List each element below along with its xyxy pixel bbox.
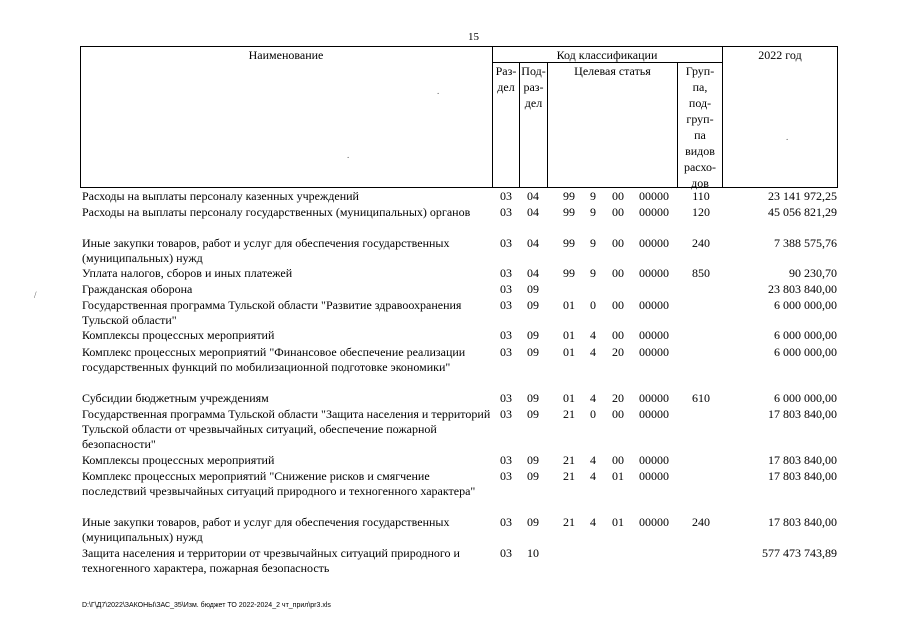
row-target-part: 20 xyxy=(612,391,624,405)
row-target-part: 00000 xyxy=(639,515,669,529)
row-target-part: 21 xyxy=(563,453,575,467)
row-target-part: 4 xyxy=(590,453,596,467)
row-target-part: 00 xyxy=(612,205,624,219)
row-target-part: 0 xyxy=(590,407,596,421)
row-razdel: 03 xyxy=(500,546,512,560)
row-name: Расходы на выплаты персоналу казенных учреждений xyxy=(82,189,359,203)
row-razdel: 03 xyxy=(500,282,512,296)
row-amount: 23 141 972,25 xyxy=(768,189,837,203)
row-target-part: 9 xyxy=(590,236,596,250)
row-target-part: 00000 xyxy=(639,469,669,483)
row-target-part: 01 xyxy=(563,328,575,342)
row-podrazdel: 04 xyxy=(527,189,539,203)
row-target-part: 00000 xyxy=(639,236,669,250)
row-target-part: 00000 xyxy=(639,328,669,342)
row-razdel: 03 xyxy=(500,236,512,250)
row-amount: 6 000 000,00 xyxy=(774,328,837,342)
row-podrazdel: 04 xyxy=(527,205,539,219)
row-name: Гражданская оборона xyxy=(82,282,193,296)
row-name: Иные закупки товаров, работ и услуг для обеспечения государственных (муниципальных) нужд xyxy=(82,236,450,265)
row-amount: 7 388 575,76 xyxy=(774,236,837,250)
row-target-part: 00000 xyxy=(639,189,669,203)
row-target-part: 01 xyxy=(563,391,575,405)
row-target-part: 00000 xyxy=(639,205,669,219)
row-razdel: 03 xyxy=(500,515,512,529)
row-amount: 23 803 840,00 xyxy=(768,282,837,296)
row-razdel: 03 xyxy=(500,298,512,312)
row-target-part: 01 xyxy=(612,469,624,483)
row-podrazdel: 09 xyxy=(527,469,539,483)
row-name: Комплексы процессных мероприятий xyxy=(82,328,275,342)
row-target-part: 01 xyxy=(612,515,624,529)
row-razdel: 03 xyxy=(500,266,512,280)
row-target-part: 4 xyxy=(590,345,596,359)
row-podrazdel: 09 xyxy=(527,298,539,312)
row-target-part: 00 xyxy=(612,407,624,421)
row-amount: 577 473 743,89 xyxy=(762,546,837,560)
row-name: Расходы на выплаты персоналу государственных (муниципальных) органов xyxy=(82,205,471,219)
row-target-part: 01 xyxy=(563,298,575,312)
header-podrazdel: Под- раз- дел xyxy=(521,64,546,110)
row-target-part: 9 xyxy=(590,205,596,219)
row-podrazdel: 09 xyxy=(527,407,539,421)
row-razdel: 03 xyxy=(500,469,512,483)
row-name: Комплекс процессных мероприятий "Финансовое обеспечение реализации государственных функций по мобилизационной подготовке экономики" xyxy=(82,345,466,374)
row-target-part: 00000 xyxy=(639,266,669,280)
row-razdel: 03 xyxy=(500,328,512,342)
row-amount: 6 000 000,00 xyxy=(774,345,837,359)
scan-mark: . xyxy=(347,150,350,160)
row-name: Уплата налогов, сборов и иных платежей xyxy=(82,266,293,280)
row-group: 610 xyxy=(692,391,710,405)
row-target-part: 00000 xyxy=(639,391,669,405)
row-group: 850 xyxy=(692,266,710,280)
row-target-part: 9 xyxy=(590,189,596,203)
row-group: 110 xyxy=(692,189,710,203)
row-podrazdel: 09 xyxy=(527,453,539,467)
row-name: Государственная программа Тульской области "Защита населения и территорий Тульской области от чрезвычайных ситуаций, обеспечение пожарной безопасности" xyxy=(82,407,491,451)
footer-file-path: D:\Г\Д7\2022\ЗАКОНЫ\ЗАС_35\Изм. бюджет ТО 2022-2024_2 чт_прил\pr3.xls xyxy=(82,602,331,609)
row-podrazdel: 09 xyxy=(527,345,539,359)
row-target-part: 99 xyxy=(563,189,575,203)
row-target-part: 00 xyxy=(612,266,624,280)
header-code: Код классификации xyxy=(556,48,658,62)
row-target-part: 99 xyxy=(563,205,575,219)
row-target-part: 00 xyxy=(612,328,624,342)
row-group: 240 xyxy=(692,236,710,250)
header-vline xyxy=(547,62,548,188)
row-podrazdel: 04 xyxy=(527,236,539,250)
scan-mark: . xyxy=(437,86,440,96)
row-razdel: 03 xyxy=(500,345,512,359)
header-frame xyxy=(80,46,838,188)
row-razdel: 03 xyxy=(500,407,512,421)
row-amount: 17 803 840,00 xyxy=(768,515,837,529)
row-target-part: 4 xyxy=(590,328,596,342)
row-target-part: 0 xyxy=(590,298,596,312)
row-target-part: 9 xyxy=(590,266,596,280)
header-year: 2022 год xyxy=(758,48,802,62)
row-name: Защита населения и территории от чрезвычайных ситуаций природного и техногенного характера, пожарная безопасность xyxy=(82,546,460,575)
row-target-part: 00000 xyxy=(639,407,669,421)
row-target-part: 99 xyxy=(563,236,575,250)
row-target-part: 4 xyxy=(590,391,596,405)
row-name: Государственная программа Тульской области "Развитие здравоохранения Тульской области" xyxy=(82,298,462,327)
row-podrazdel: 04 xyxy=(527,266,539,280)
row-podrazdel: 09 xyxy=(527,328,539,342)
row-podrazdel: 10 xyxy=(527,546,539,560)
row-amount: 6 000 000,00 xyxy=(774,391,837,405)
row-target-part: 4 xyxy=(590,515,596,529)
row-name: Субсидии бюджетным учреждениям xyxy=(82,391,269,405)
row-name: Комплекс процессных мероприятий "Снижение рисков и смягчение последствий чрезвычайных ситуаций природного и техногенного характера" xyxy=(82,469,476,498)
row-target-part: 21 xyxy=(563,515,575,529)
row-target-part: 00 xyxy=(612,298,624,312)
header-target: Целевая статья xyxy=(574,64,651,78)
row-podrazdel: 09 xyxy=(527,515,539,529)
scan-mark: . xyxy=(786,132,789,142)
row-target-part: 00000 xyxy=(639,453,669,467)
row-razdel: 03 xyxy=(500,391,512,405)
row-target-part: 20 xyxy=(612,345,624,359)
row-target-part: 00 xyxy=(612,453,624,467)
header-razdel: Раз- дел xyxy=(495,64,517,94)
header-vline xyxy=(722,46,723,188)
header-group: Груп- па, под- груп- па видов расхо- дов xyxy=(683,64,717,190)
scan-mark: / xyxy=(34,290,37,300)
page-number: 15 xyxy=(468,31,479,43)
row-group: 120 xyxy=(692,205,710,219)
row-amount: 17 803 840,00 xyxy=(768,453,837,467)
row-amount: 45 056 821,29 xyxy=(768,205,837,219)
row-amount: 17 803 840,00 xyxy=(768,469,837,483)
row-name: Иные закупки товаров, работ и услуг для обеспечения государственных (муниципальных) нужд xyxy=(82,515,450,544)
row-target-part: 99 xyxy=(563,266,575,280)
row-amount: 17 803 840,00 xyxy=(768,407,837,421)
row-podrazdel: 09 xyxy=(527,391,539,405)
row-target-part: 21 xyxy=(563,469,575,483)
row-target-part: 00 xyxy=(612,236,624,250)
row-target-part: 00000 xyxy=(639,298,669,312)
header-vline xyxy=(677,62,678,188)
row-amount: 90 230,70 xyxy=(789,266,837,280)
row-target-part: 21 xyxy=(563,407,575,421)
row-group: 240 xyxy=(692,515,710,529)
row-amount: 6 000 000,00 xyxy=(774,298,837,312)
row-target-part: 00 xyxy=(612,189,624,203)
row-name: Комплексы процессных мероприятий xyxy=(82,453,275,467)
row-target-part: 01 xyxy=(563,345,575,359)
row-razdel: 03 xyxy=(500,189,512,203)
header-name: Наименование xyxy=(248,48,324,62)
row-target-part: 00000 xyxy=(639,345,669,359)
row-razdel: 03 xyxy=(500,205,512,219)
row-razdel: 03 xyxy=(500,453,512,467)
row-target-part: 4 xyxy=(590,469,596,483)
row-podrazdel: 09 xyxy=(527,282,539,296)
